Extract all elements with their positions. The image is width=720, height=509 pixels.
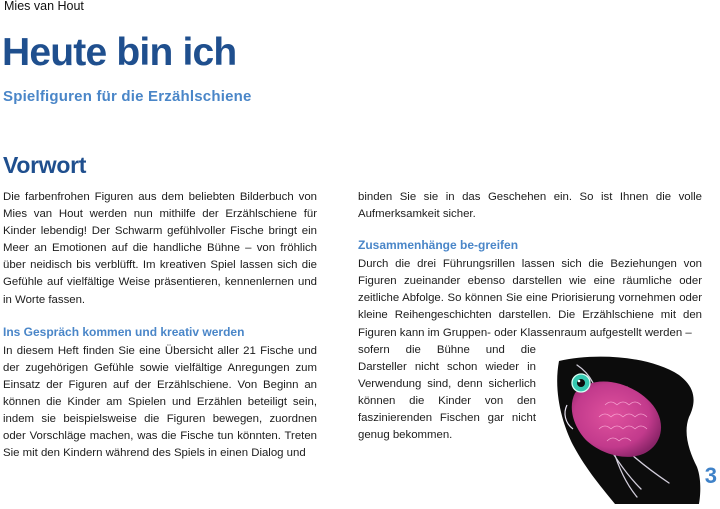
page-title: Heute bin ich bbox=[2, 31, 237, 74]
continuation-paragraph: binden Sie sie in das Geschehen ein. So ist Ihnen die volle Aufmerksamkeit sicher. bbox=[358, 191, 702, 221]
fish-illustration bbox=[553, 353, 703, 504]
fish-illustration-icon bbox=[553, 353, 703, 504]
right-wrap-paragraph: sofern die Bühne und die Darsteller nicht schon wieder in Verwendung sind, denn sicherlich können die Kinder von den faszinierenden Fischen gar nicht genug bekommen. bbox=[358, 343, 536, 442]
right-body-paragraph: Durch die drei Führungsrillen lassen sich die Beziehungen von Figuren zueinander ebenso darstellen wie eine räumliche oder zeitliche Abfolge. So können Sie eine Priorisierung vornehmen oder kleine Reihengeschichten darstellen. Die Erzählschiene mit den Figuren kann im Gruppen- oder Klassenraum aufgestellt werden – bbox=[358, 258, 702, 339]
intro-paragraph: Die farbenfrohen Figuren aus dem beliebten Bilderbuch von Mies van Hout werden nun mithilfe der Erzählschiene für Kinder lebendig! Der Schwarm gefühlvoller Fische bringt ein Meer an Emotionen auf die handliche Bühne – von fröhlich über neidisch bis verblüfft. Im kreativen Spiel lassen sich die Gefühle auf vielfältige Weise präsentieren, kennenlernen und in Worte fassen. bbox=[3, 191, 317, 306]
author-name: Mies van Hout bbox=[4, 0, 84, 13]
right-subheading: Zusammenhänge be-greifen bbox=[358, 238, 519, 253]
left-column bbox=[3, 189, 317, 462]
page-subtitle: Spielfiguren für die Erzählschiene bbox=[3, 88, 252, 105]
left-subheading: Ins Gespräch kommen und kreativ werden bbox=[3, 324, 245, 339]
section-title: Vorwort bbox=[3, 152, 87, 178]
page-number: 3 bbox=[704, 463, 717, 488]
left-body-paragraph: In diesem Heft finden Sie eine Übersicht aller 21 Fische und der zugehörigen Gefühle sowie vielfältige Anregungen zum Einsatz der Figuren auf der Erzählschiene. Von Beginn an können die Kinder am Spielen und Erzählen beteiligt sein, indem sie beispielsweise die Figuren bewegen, zuordnen oder Vorschläge machen, was die Fische tun könnten. Treten Sie mit den Kindern während des Spiels in einen Dialog und bbox=[3, 344, 317, 460]
